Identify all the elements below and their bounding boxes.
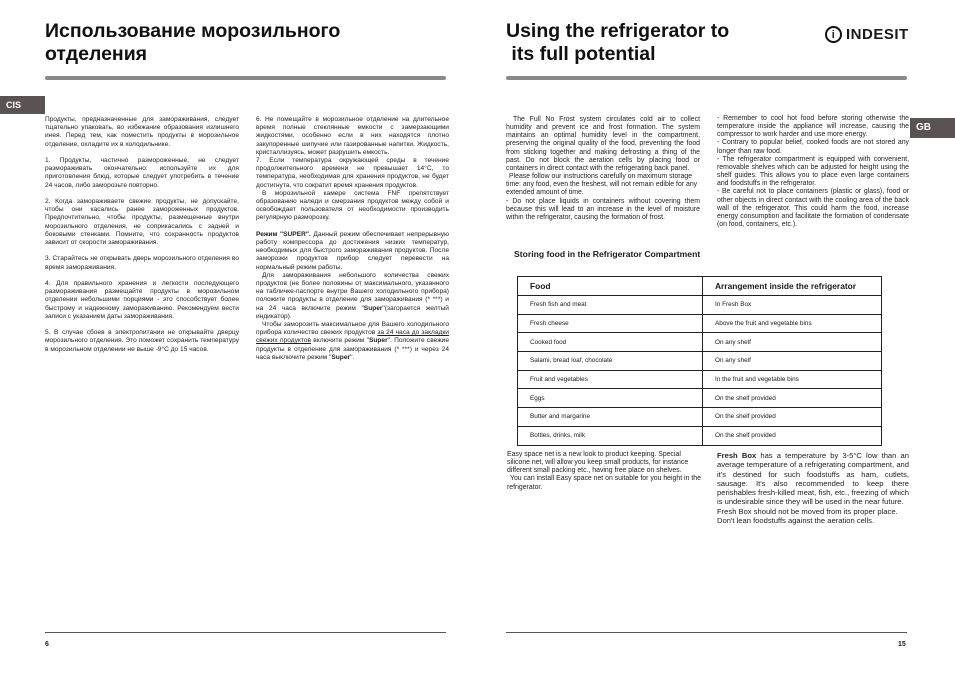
paragraph: Don't lean foodstuffs against the aeration cells. xyxy=(717,516,875,526)
paragraph: 1. Продукты, частично размороженные, не следует размораживать окончательно: используйте их для приготовления блюд, которые следует употребить в течение 24 часов, либо заморозьте повторно. xyxy=(45,157,239,189)
paragraph xyxy=(256,321,449,362)
paragraph: 2. Когда замораживаете свежие продукты, не допускайте, чтобы они касались ранее замороженных продуктов. Предпочтительно, чтобы продукты, размещенные внутри морозильного отделения, не соприкасались с задней и боковыми стенками. Помните, что сохранность продуктов зависит от скорости замораживания. xyxy=(45,198,239,247)
right-column-2 xyxy=(717,115,909,229)
table-title: Storing food in the Refrigerator Compartment xyxy=(514,249,701,259)
paragraph: - Do not place liquids in containers without covering them because this will lead to an increase in the level of moisture within the refrigerator, causing the formation of frost. xyxy=(506,197,700,221)
cell: Fresh cheese xyxy=(518,314,703,333)
super-word: Super xyxy=(368,337,388,345)
paragraph xyxy=(717,451,909,507)
table-row xyxy=(518,370,882,389)
table-row xyxy=(518,296,882,315)
title-line: its full potential xyxy=(506,43,656,65)
cell: On the shelf provided xyxy=(703,426,882,445)
language-tab-gb: GB xyxy=(910,118,955,138)
fresh-box-text xyxy=(717,451,909,525)
cell: Bottles, drinks, milk xyxy=(518,426,703,445)
underlined-text: за 24 часа до закладки свежих продуктов xyxy=(256,329,449,345)
paragraph: Fresh Box should not be moved from its proper place. xyxy=(717,506,898,516)
text: "(загорается желтый индикатор). xyxy=(256,304,449,320)
paragraph: You can install Easy space net on suitable for you height in the refrigerator. xyxy=(507,475,701,491)
cell: Fruit and vegetables xyxy=(518,370,703,389)
text: включите режим " xyxy=(311,337,369,345)
paragraph: 3. Старайтесь не открывать дверь морозильного отделения во время замораживания. xyxy=(45,255,239,271)
paragraph: 6. Не помещайте в морозильное отделение на длительное время полные стеклянные емкости с замерзающими жидкостями, особенно если в них находятся плотно закупоренные шипучие или газированные напитки. Жидкость, кристаллизуясь, может разрушить емкость. xyxy=(256,116,449,156)
column-header: Arrangement inside the refrigerator xyxy=(703,277,882,296)
page-number: 6 xyxy=(45,641,49,648)
page-number: 15 xyxy=(898,641,906,648)
text: ". Положите свежие продукты в отделение для замораживания (* ***) и через 24 часа выключите режим " xyxy=(256,337,449,361)
paragraph: - Be careful not to place containers (plastic or glass), food or other objects in direct contact with the cooling area of the back wall of the refrigerator. This could harm the food, increase energy consumption and facilitate the formation of condensate (on food, containers, etc.). xyxy=(717,188,909,229)
text: Данный режим обеспечивает непрерывную работу компрессора до достижения низких температур, необходимых для быстрого замораживания продуктов. После заморозки продуктов прибор следует перевести на нормальный режим работы. xyxy=(256,230,449,271)
paragraph: В морозильной камере система FNF препятствует образованию наледи и смерзания продуктов между собой и освобождает пользователя от необходимости производить регулярную разморозку. xyxy=(256,189,449,222)
super-word: Super xyxy=(331,353,351,361)
table-header-row xyxy=(518,277,882,296)
header-rule xyxy=(45,76,446,80)
fresh-box-label: Fresh Box xyxy=(717,451,757,460)
paragraph: - Contrary to popular belief, cooked foods are not stored any longer than raw food. xyxy=(717,139,909,155)
paragraph: Please follow our instructions carefully on maximum storage time: any food, even the freshest, will not remain edible for any extended amount of time. xyxy=(506,173,698,197)
cell: On the shelf provided xyxy=(703,408,882,427)
cell: Above the fruit and vegetable bins xyxy=(703,314,882,333)
cell: On the shelf provided xyxy=(703,389,882,408)
paragraph: 5. В случае сбоев в электропитании не открывайте дверцу морозильного отделения. Это поможет сохранить температуру в морозильном отделении не выше -9°С до 15 часов. xyxy=(45,329,239,353)
title-line: отделения xyxy=(45,43,148,65)
paragraph: 7. Если температура окружающей среды в течение продолжительного времени не превышает 14°С, то температура, необходимая для хранения продуктов, не будет достигнута, что сократит время хранения продуктов. xyxy=(256,157,449,189)
paragraph: 4. Для правильного хранения и легкости последующего размораживания размещайте продукты в морозильном отделении небольшими порциями - это способствует более быстрому и надежному замораживанию. Рекомендуем вести записи с указанием даты замораживания. xyxy=(45,280,239,320)
super-mode-paragraph xyxy=(256,231,449,272)
cell: On any shelf xyxy=(703,352,882,371)
right-column-1 xyxy=(506,116,700,222)
footer-rule xyxy=(45,632,446,633)
left-column-2 xyxy=(256,116,449,362)
paragraph: The Full No Frost system circulates cold air to collect humidity and prevent ice and frost formation. The system maintains an optimal humidity level in the compartment, preserving the original quality of the food, preventing the food from sticking together and making defrosting a thing of the past. Do not block the aeration cells by placing food or containers in direct contact with the refrigerating back panel. xyxy=(506,116,700,172)
header-rule xyxy=(506,76,907,80)
left-column-1 xyxy=(45,116,239,354)
cell: Salami, bread loaf, chocolate xyxy=(518,352,703,371)
super-label: Режим "SUPER". xyxy=(256,230,311,238)
table-row xyxy=(518,426,882,445)
right-page-title xyxy=(506,20,729,66)
cell: Fresh fish and meat xyxy=(518,296,703,315)
column-header: Food xyxy=(518,277,703,296)
left-page-title xyxy=(45,20,340,66)
text: Для замораживания небольшого количества свежих продуктов (не более половины от максимального, указанного на табличке-паспорте внутри Вашего холодильного прибора) положите продукты в отделение для замораживания (* ***) и на 24 часа включите режим " xyxy=(256,271,449,312)
table-row xyxy=(518,389,882,408)
cell: Eggs xyxy=(518,389,703,408)
indesit-logo xyxy=(825,26,909,43)
table-row xyxy=(518,333,882,352)
super-word: Super xyxy=(363,304,383,312)
food-storage-table xyxy=(517,276,882,446)
text: ". xyxy=(350,353,355,361)
title-line: Использование морозильного xyxy=(45,20,341,42)
paragraph: - Remember to cool hot food before storing otherwise the temperature inside the appliance will increase, causing the compressor to work harder and use more energy. xyxy=(717,115,909,139)
language-tab-cis: CIS xyxy=(0,96,45,114)
info-icon: i xyxy=(825,26,842,43)
logo-text: INDESIT xyxy=(846,26,909,43)
title-line: Using the refrigerator to xyxy=(506,20,730,42)
table-row xyxy=(518,408,882,427)
paragraph: - The refrigerator compartment is equipped with convenient, removable shelves which can be adjusted for height using the shelf guides. This allows you to place even large containers and foodstuffs in the refrigerator. xyxy=(717,155,909,188)
paragraph xyxy=(256,272,449,321)
paragraph: Easy space net is a new look to product keeping. Special silicone net, will allow you keep small products, for instance different small packing etc., having free place on shelves. xyxy=(507,451,689,475)
text: has a temperature by 3-5°C low than an average temperature of a refrigerating compartment, and it's destined for such foodstuffs as ham, cutlets, sausage. It's also recommended to keep there perishables fresh-killed meat, fish, etc., freezing of which is undesirable since they will be used in the near future. xyxy=(717,451,909,507)
cell: In the fruit and vegetable bins xyxy=(703,370,882,389)
cell: Butter and margarine xyxy=(518,408,703,427)
cell: On any shelf xyxy=(703,333,882,352)
paragraph: Продукты, предназначенные для замораживания, следует тщательно упаковать, во избежание образования излишнего инея. Перед тем, как поместить продукты в морозильное отделение, охладите их в холодильнике. xyxy=(45,116,239,148)
table-row xyxy=(518,314,882,333)
cell: In Fresh Box xyxy=(703,296,882,315)
footer-rule xyxy=(506,632,907,633)
easy-space-text xyxy=(507,451,703,492)
cell: Cooked food xyxy=(518,333,703,352)
table-row xyxy=(518,352,882,371)
text: Чтобы заморозить максимальное для Вашего холодильного прибора количество свежих продуктов xyxy=(256,321,449,337)
